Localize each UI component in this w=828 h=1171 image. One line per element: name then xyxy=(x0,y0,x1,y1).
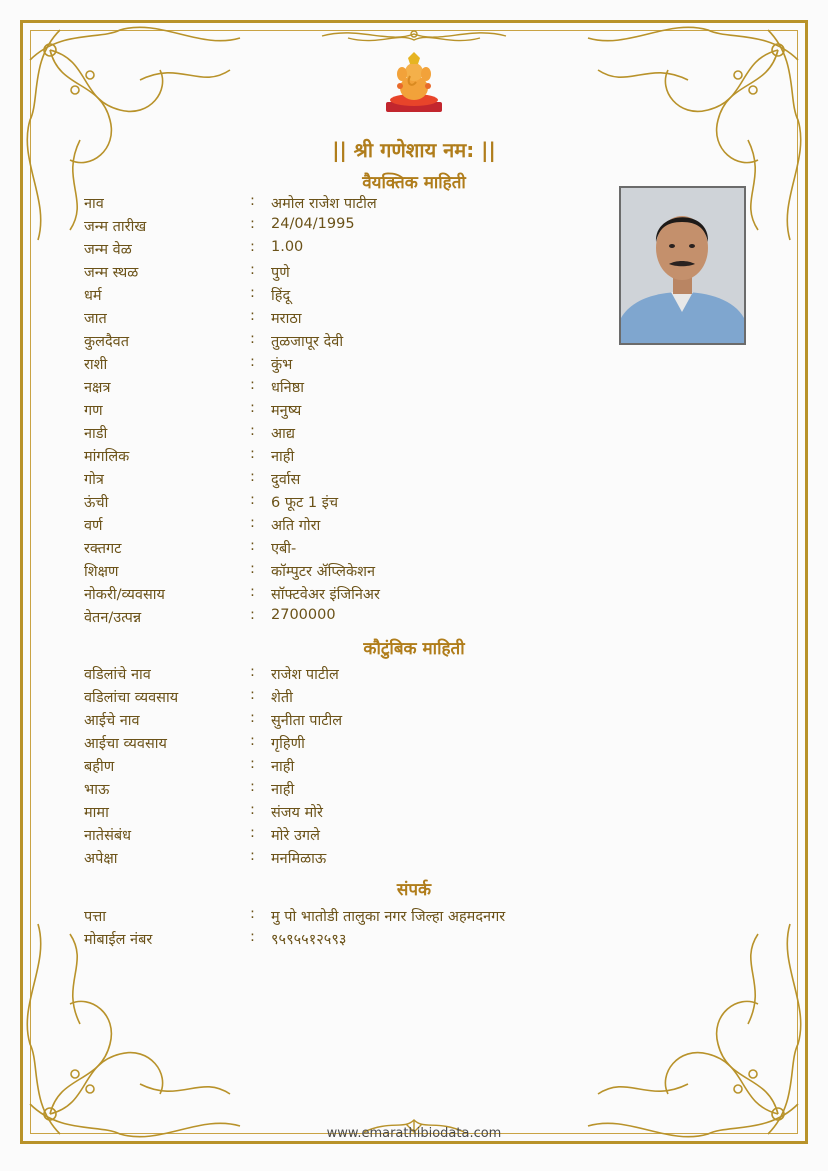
field-label: वेतन/उत्पन्न xyxy=(84,610,142,626)
separator: : xyxy=(250,469,255,485)
top-flourish xyxy=(318,24,510,48)
field-label: रक्तगट xyxy=(84,541,122,557)
section-title-personal: वैयक्तिक माहिती xyxy=(362,173,466,193)
separator: : xyxy=(250,756,255,772)
field-label: जात xyxy=(84,311,107,327)
section-title-contact: संपर्क xyxy=(396,880,432,900)
separator: : xyxy=(250,492,255,508)
field-label: धर्म xyxy=(84,288,102,304)
field-label: मामा xyxy=(84,805,109,821)
field-value: सुनीता पाटील xyxy=(271,713,343,729)
field-label: गोत्र xyxy=(84,472,104,488)
field-value: धनिष्ठा xyxy=(271,380,305,396)
field-value: गृहिणी xyxy=(271,736,305,752)
field-value: 1.00 xyxy=(271,239,304,255)
separator: : xyxy=(250,515,255,531)
field-label: जन्म स्थळ xyxy=(84,265,139,281)
footer-website: www.emarathibiodata.com xyxy=(326,1126,502,1141)
field-label: वडिलांचा व्यवसाय xyxy=(84,690,179,706)
field-value: कुंभ xyxy=(271,357,293,373)
separator: : xyxy=(250,779,255,795)
separator: : xyxy=(250,825,255,841)
separator: : xyxy=(250,193,255,209)
ganesha-icon xyxy=(384,52,444,114)
field-value: शेती xyxy=(271,690,293,706)
field-label: ऊंची xyxy=(84,495,109,511)
separator: : xyxy=(250,561,255,577)
field-label: नक्षत्र xyxy=(84,380,111,396)
separator: : xyxy=(250,216,255,232)
separator: : xyxy=(250,848,255,864)
field-value: ९५९५५१२५९३ xyxy=(271,932,347,948)
field-value: दुर्वास xyxy=(271,472,301,488)
separator: : xyxy=(250,423,255,439)
field-value: 2700000 xyxy=(271,607,336,623)
profile-photo xyxy=(619,186,746,345)
field-value: आद्य xyxy=(271,426,295,442)
field-value: 6 फूट 1 इंच xyxy=(271,495,339,511)
invocation-heading: || श्री गणेशाय नम: || xyxy=(332,138,496,162)
field-label: भाऊ xyxy=(84,782,110,798)
field-value: नाही xyxy=(271,782,295,798)
separator: : xyxy=(250,400,255,416)
field-label: जन्म तारीख xyxy=(84,219,147,235)
field-value: कॉम्पुटर ॲप्लिकेशन xyxy=(271,564,376,580)
separator: : xyxy=(250,308,255,324)
separator: : xyxy=(250,584,255,600)
separator: : xyxy=(250,262,255,278)
field-value: एबी- xyxy=(271,541,297,557)
field-label: गण xyxy=(84,403,103,419)
separator: : xyxy=(250,733,255,749)
field-label: नोकरी/व्यवसाय xyxy=(84,587,165,603)
separator: : xyxy=(250,538,255,554)
field-label: अपेक्षा xyxy=(84,851,118,867)
separator: : xyxy=(250,687,255,703)
person-avatar-icon xyxy=(621,188,744,343)
field-value: पुणे xyxy=(271,265,290,281)
field-label: नाडी xyxy=(84,426,108,442)
field-value: मराठा xyxy=(271,311,302,327)
separator: : xyxy=(250,331,255,347)
field-label: मांगलिक xyxy=(84,449,130,465)
separator: : xyxy=(250,446,255,462)
field-label: शिक्षण xyxy=(84,564,119,580)
field-value: नाही xyxy=(271,449,295,465)
separator: : xyxy=(250,354,255,370)
field-value: राजेश पाटील xyxy=(271,667,339,683)
field-label: राशी xyxy=(84,357,108,373)
field-label: आईचा व्यवसाय xyxy=(84,736,167,752)
separator: : xyxy=(250,285,255,301)
field-value: 24/04/1995 xyxy=(271,216,355,232)
separator: : xyxy=(250,607,255,623)
field-value: हिंदू xyxy=(271,288,291,304)
field-value: संजय मोरे xyxy=(271,805,323,821)
field-label: वडिलांचे नाव xyxy=(84,667,151,683)
field-label: पत्ता xyxy=(84,909,107,925)
field-label: नाव xyxy=(84,196,104,212)
field-value: मोरे उगले xyxy=(271,828,320,844)
field-label: वर्ण xyxy=(84,518,103,534)
field-label: मोबाईल नंबर xyxy=(84,932,153,948)
field-value: अति गोरा xyxy=(271,518,321,534)
field-label: बहीण xyxy=(84,759,115,775)
separator: : xyxy=(250,929,255,945)
separator: : xyxy=(250,802,255,818)
field-label: आईचे नाव xyxy=(84,713,140,729)
field-label: कुलदैवत xyxy=(84,334,129,350)
field-value: मनमिळाऊ xyxy=(271,851,327,867)
separator: : xyxy=(250,664,255,680)
field-value: मु पो भातोडी तालुका नगर जिल्हा अहमदनगर xyxy=(271,909,506,925)
separator: : xyxy=(250,377,255,393)
field-label: नातेसंबंध xyxy=(84,828,132,844)
separator: : xyxy=(250,239,255,255)
field-value: नाही xyxy=(271,759,295,775)
separator: : xyxy=(250,710,255,726)
field-value: अमोल राजेश पाटील xyxy=(271,196,377,212)
field-value: तुळजापूर देवी xyxy=(271,334,344,350)
section-title-family: कौटुंबिक माहिती xyxy=(363,639,465,659)
separator: : xyxy=(250,906,255,922)
field-value: सॉफ्टवेअर इंजिनिअर xyxy=(271,587,380,603)
field-label: जन्म वेळ xyxy=(84,242,132,258)
field-value: मनुष्य xyxy=(271,403,302,419)
corner-ornament-bottom-right xyxy=(578,914,808,1144)
